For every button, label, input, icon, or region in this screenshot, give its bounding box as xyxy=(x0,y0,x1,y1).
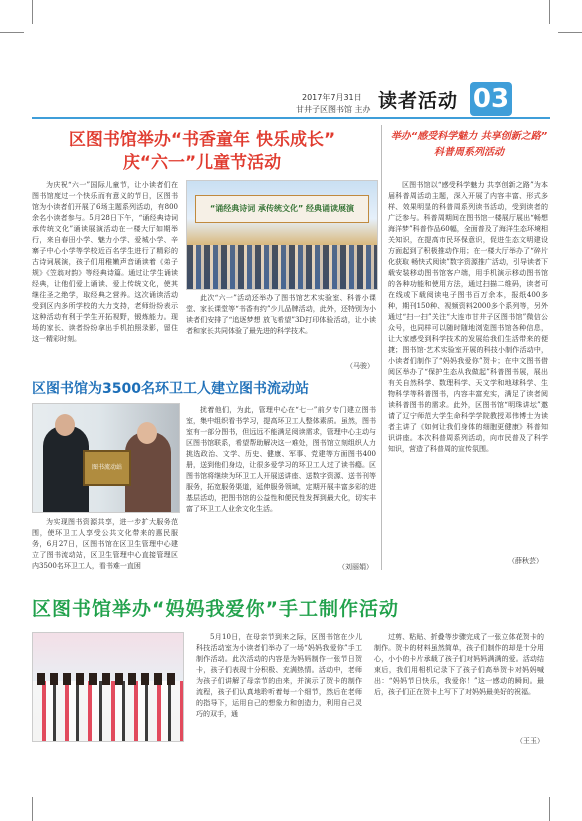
article1-title-line2: 庆“六一”儿童节活动 xyxy=(122,153,282,173)
crop-mark-tl xyxy=(32,0,33,24)
article1-col2: 此次“六一”活动还举办了图书馆艺术实验室、科普小课堂、家长课堂等“书香有约”少儿品牌活动，此外，还特别为小读者们安排了“追逐梦想 放飞希望”3D打印体验活动，让小读者和家长共同体验了最先进的科学技术。 xyxy=(186,294,376,335)
article2-col1: 为实现图书资源共享，进一步扩大服务范围，使环卫工人享受公共文化带来的惠民服务，6月27日，区图书馆在区卫生管理中心建立了图书流动站，区卫生管理中心直接管理区内3500名环卫工人，看书难一直困 xyxy=(32,518,178,570)
article3-title-line1: 举办“感受科学魅力 共享创新之路” xyxy=(390,131,548,142)
person-right xyxy=(125,432,171,512)
section-title: 读者活动 xyxy=(378,90,459,112)
divider-vertical-top xyxy=(381,125,382,570)
article2-col2: 扰着他们，为此，管理中心在“七一”前夕专门建立图书室，集中组织看书学习，提高环卫工人整体素质。虽然，图书室有一部分图书，但远远不能满足阅读需求，管理中心主动与区图书馆联系，希望帮助解决这一难处，图书馆立刻组织人力挑选政治、文学、历史、健康、军事、党建等方面图书400册，送到他们身边，让很多爱学习的环卫工人过了读书瘾。区图书馆将继续为环卫工人开展送讲座、送数字资源、送书刊等服务，拓宽服务渠道，延伸服务领域，定期开展丰富多彩的进基层活动，把图书馆的公益性和便民性发挥到最大化，切实丰富了环卫工人业余文化生活。 xyxy=(186,406,376,513)
person-right-head xyxy=(137,422,157,444)
article4-photo xyxy=(32,632,184,742)
photo-crowd xyxy=(187,245,377,289)
children-heads xyxy=(37,673,179,685)
publisher: 甘井子区图书馆 主办 xyxy=(296,105,371,114)
issue-date: 2017年7月31日 xyxy=(302,93,362,102)
article1-photo xyxy=(186,180,378,290)
article4-title: 区图书馆举办“妈妈我爱你”手工制作活动 xyxy=(32,598,399,620)
article4-col1: 5月10日，在母亲节到来之际，区图书馆在少儿科技活动室为小读者们举办了一场“妈妈我爱你”手工制作活动。此次活动的内容是为妈妈制作一张节日贺卡，孩子们表现十分积极、充满热情。活动中，老师为孩子们讲解了母亲节的由来，并演示了贺卡的制作流程，孩子们认真地聆听着每一个细节，然后在老师的指导下，运用自己的想象力和创造力，利用自己灵巧的双手，通 xyxy=(196,633,362,718)
article3-body: 区图书馆以“感受科学魅力 共享创新之路”为本届科普周活动主题，深入开展了内容丰富、形式多样、效果明显的科普周系列读书活动，受到读者的广泛参与。科普周期间在图书馆一楼展厅展出“畅想海洋梦”科普作品60幅，全面普及了海洋生态环境相关知识，在提高市民环保意识，促进生态文明建设方面起到了积极推动作用；在一楼大厅举办了“碎片化获取 畅快式阅读”数字资源推广活动，引导读者下载安装移动图书馆客户端，用手机演示移动图书馆的各种功能和使用方法，通过扫描二维码，读者可在线或下载阅读电子图书百万余本，报纸400多种，期刊150种、视频资料2000多个系列等，另外通过“扫一扫”关注“大连市甘井子区图书馆”微信公众号，也同样可以随时随地浏览图书馆各种信息，让大家感受到科学技术的发展给我们生活带来的便捷；图书馆·艺术实验室开展的科技小制作活动中，小读者们制作了“妈妈我爱你”贺卡；在中文图书借阅区举办了“保护生态从我做起”科普图书展，展出有关自然科学、数理科学、天文学和地球科学、生物科学等科普图书，内容丰富充实，满足了读者阅读科普图书的需求。此外，区图书馆“明珠讲坛”邀请了辽宁师范大学生命科学学院教授邓伟博士为读者主讲了《如何让我们身体的细胞更健康》科普知识讲座。本次科普周系列活动，向市民普及了科学知识，营造了科普周的宣传氛围。 xyxy=(388,181,548,453)
article2-title: 区图书馆为3500名环卫工人建立图书流动站 xyxy=(32,381,309,397)
crop-mark-tr xyxy=(549,0,550,24)
article3-author: （薛秋芸） xyxy=(508,557,543,565)
article4-author: （王玉） xyxy=(516,737,544,745)
crop-mark-tl-h xyxy=(0,32,24,33)
article1-title-line1: 区图书馆举办“书香童年 快乐成长” xyxy=(68,130,336,150)
article1-author: （马骏） xyxy=(346,362,374,370)
photo-banner: “诵经典诗词 承传统文化” 经典诵读展演 xyxy=(195,195,369,223)
article2-author: （刘丽娟） xyxy=(338,563,373,571)
article4-col2: 过剪、粘贴、折叠等步骤完成了一张立体花贺卡的制作。贺卡的材料虽然简单，孩子们制作的却是十分用心，小小的卡片承载了孩子们对妈妈满满的爱。活动结束后，我们用相机记录下了孩子们高举贺卡对妈妈喊出：“妈妈节日快乐，我爱你！”这一感动的瞬间。最后，孩子们正在贺卡上写下了对妈妈最美好的祝福。 xyxy=(374,633,544,696)
page-number: 03 xyxy=(470,82,512,116)
crop-mark-br xyxy=(549,797,550,821)
masthead-rule xyxy=(32,117,550,119)
article2-photo xyxy=(32,403,180,513)
children-group xyxy=(33,681,183,741)
crop-mark-bl xyxy=(32,797,33,821)
article3-title-line2: 科普周系列活动 xyxy=(434,147,504,158)
crop-mark-tr-h xyxy=(558,32,582,33)
plaque: 图书流动站 xyxy=(83,450,131,486)
person-left-head xyxy=(55,414,75,436)
article1-col1: 为庆祝“六一”国际儿童节，让小读者们在图书馆度过一个快乐而有意义的节日，区图书馆为小读者们开展了6场主题系列活动，有800余名小读者参与。5月28日下午，“诵经典诗词 承传统文化”诵读展演活动在一楼大厅如期举行，来自春田小学、魅力小学、爱城小学、辛寨子中心小学等学校近百名学生进行了精彩的古诗词展演，孩子们用稚嫩声音诵读着《弟子规》《笠翁对韵》等经典诗篇。通过让学生诵读经典，让他们爱上诵读、爱上传统文化，使其继往圣之绝学，取经典之营养。这次诵读活动受到区内多所学校的大力支持，老师纷纷表示这种活动有利于学生开拓视野，锻炼能力。现场的家长、读者纷纷拿出手机拍照录影，留住这一精彩时刻。 xyxy=(32,181,178,343)
